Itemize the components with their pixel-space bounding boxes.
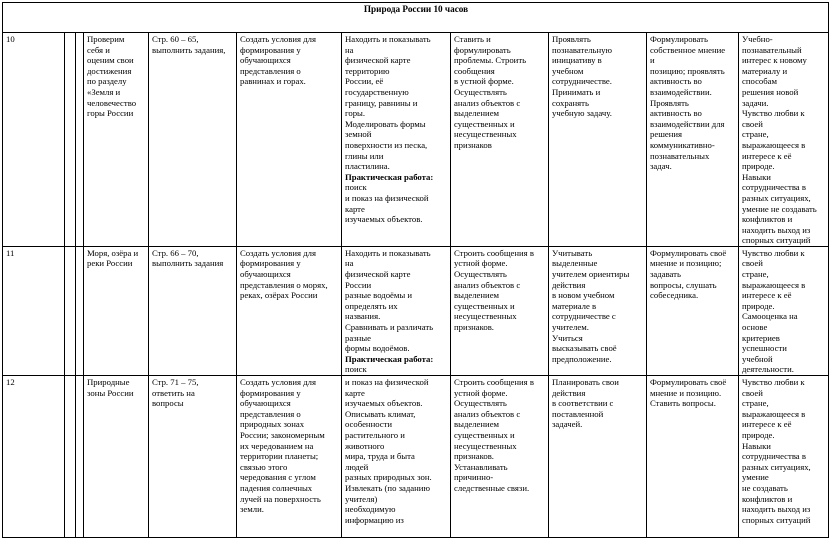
empty-cell [76, 33, 84, 247]
lesson-plan-table [2, 2, 829, 538]
empty-cell [76, 376, 84, 538]
cognitive-actions: Ставить и формулировать проблемы. Строить сообщения в устной форме. Осуществлять анализ объектов с выделением существенных и несущественных признаков [451, 33, 549, 247]
subject-results [342, 246, 451, 375]
personal-results: Чувство любви к своей стране, выражающееся в интересе к её природе. Самооценка на основе критериев успешности учебной деятельности. [739, 246, 829, 375]
empty-cell [65, 246, 76, 375]
practical-work-label: Практическая работа: [345, 171, 434, 182]
communicative-actions: Формулировать собственное мнение и позицию; проявлять активность во взаимодействии. Проявлять активность во взаимодействии для решения коммуникативно- познавательных задач. [647, 33, 739, 247]
lesson-goal: Создать условия для формирования у обучающихся представления о равнинах и горах. [237, 33, 342, 247]
subject-results: и показ на физической карте изучаемых объектов. Описывать климат, особенности растительного и животного мира, труда и быта людей разных природных зон. Извлекать (по заданию учителя) необходимую информацию из [342, 376, 451, 538]
subject-results [342, 33, 451, 247]
lesson-goal: Создать условия для формирования у обучающихся представления о природных зонах России; закономерным их чередованием на территории планеты; связью этого чередования с углом падения солнечных лучей на поверхность земли. [237, 376, 342, 538]
practical-work-label: Практическая работа: [345, 353, 434, 364]
textbook-pages: Стр. 60 – 65, выполнить задания, [149, 33, 237, 247]
communicative-actions: Формулировать своё мнение и позицию; задавать вопросы, слушать собеседника. [647, 246, 739, 375]
subject-results-text: Находить и показывать на физической карте России разные водоёмы и определять их названия. Сравнивать и различать разные формы водоёмов. [345, 247, 434, 354]
textbook-pages: Стр. 66 – 70, выполнить задания [149, 246, 237, 375]
section-title: Природа России 10 часов [3, 3, 829, 33]
communicative-actions: Формулировать своё мнение и позицию. Ставить вопросы. [647, 376, 739, 538]
regulatory-actions: Проявлять познавательную инициативу в учебном сотрудничестве. Принимать и сохранять учебную задачу. [549, 33, 647, 247]
empty-cell [65, 33, 76, 247]
subject-results-text-continued: поиск и показ на физической карте изучаемых объектов. [345, 182, 429, 225]
subject-results-text: Находить и показывать на физической карте территорию России, её государственную границу, равнины и горы. Моделировать формы земной поверхности из песка, глины или пластилина. [345, 34, 431, 172]
cognitive-actions: Строить сообщения в устной форме. Осуществлять анализ объектов с выделением существенных и несущественных признаков. [451, 246, 549, 375]
subject-results-text-continued: поиск [345, 364, 367, 375]
table-row [3, 246, 829, 375]
empty-cell [76, 246, 84, 375]
lesson-topic: Проверим себя и оценим свои достижения по разделу «Земля и человечество горы России [84, 33, 149, 247]
personal-results: Учебно- познавательный интерес к новому материалу и способам решения новой задачи. Чувство любви к своей стране, выражающееся в интересе к её природе. Навыки сотрудничества в разных ситуациях, умение не создавать конфликтов и находить выход из спорных ситуаций [739, 33, 829, 247]
lesson-goal: Создать условия для формирования у обучающихся представления о морях, реках, озёрах России [237, 246, 342, 375]
table-row [3, 376, 829, 538]
lesson-number: 11 [3, 246, 65, 375]
empty-cell [65, 376, 76, 538]
table-row [3, 33, 829, 247]
textbook-pages: Стр. 71 – 75, ответить на вопросы [149, 376, 237, 538]
regulatory-actions: Учитывать выделенные учителем ориентиры действия в новом учебном материале в сотрудничестве с учителем. Учиться высказывать своё предположение. [549, 246, 647, 375]
regulatory-actions: Планировать свои действия в соответствии с поставленной задачей. [549, 376, 647, 538]
cognitive-actions: Строить сообщения в устной форме. Осуществлять анализ объектов с выделением существенных и несущественных признаков. Устанавливать причинно- следственные связи. [451, 376, 549, 538]
table-header-row [3, 3, 829, 33]
lesson-number: 10 [3, 33, 65, 247]
lesson-number: 12 [3, 376, 65, 538]
personal-results: Чувство любви к своей стране, выражающееся в интересе к её природе. Навыки сотрудничества в разных ситуациях, умение не создавать конфликтов и находить выход из спорных ситуаций [739, 376, 829, 538]
lesson-topic: Природные зоны России [84, 376, 149, 538]
lesson-topic: Моря, озёра и реки России [84, 246, 149, 375]
